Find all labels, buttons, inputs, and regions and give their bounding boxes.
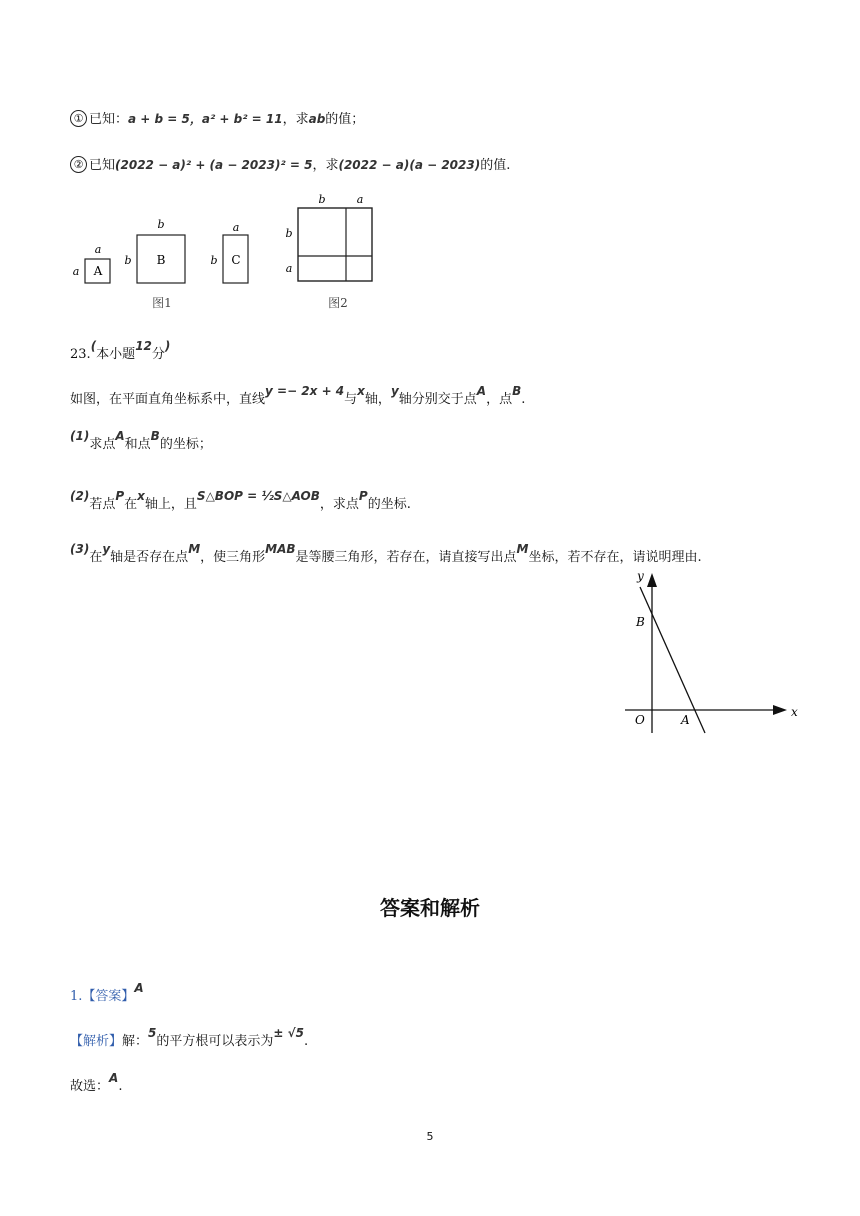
svg-text:b: b xyxy=(210,254,218,267)
analysis-tag: 【解析】 xyxy=(70,1034,123,1049)
svg-text:b: b xyxy=(285,227,293,240)
page-number: 5 xyxy=(426,1130,434,1143)
x-axis-label: x xyxy=(791,705,798,719)
svg-text:b: b xyxy=(157,218,165,231)
y-axis-label: y xyxy=(637,569,644,583)
answer-1: 1.【答案】A xyxy=(70,981,144,1004)
y-axis-arrow xyxy=(647,573,657,587)
figure-1 xyxy=(73,218,248,310)
line-equation: y =− 2x + 4 xyxy=(265,384,345,398)
figure-2-caption: 图2 xyxy=(328,296,348,310)
svg-text:a: a xyxy=(94,243,102,256)
coordinate-graph xyxy=(615,565,805,740)
square-B-label: B xyxy=(156,253,166,267)
part-2: (2)若点P在x轴上，且S△BOP = ½S△AOB，求点P的坐标. xyxy=(70,489,411,512)
part-3: (3)在y轴是否存在点M，使三角形MAB是等腰三角形，若存在，请直接写出点M坐标，若不存在，请说明理由. xyxy=(70,542,702,565)
line-graph xyxy=(640,587,705,733)
svg-text:a: a xyxy=(72,265,80,278)
sqrt-expression: ± √5 xyxy=(273,1026,304,1040)
figure-1-caption: 图1 xyxy=(152,296,172,310)
figure-2 xyxy=(285,193,372,310)
part-number: (2) xyxy=(70,489,90,503)
question-23-header: 23.(本小题12分) xyxy=(70,339,171,362)
question-1: ① 已知：a + b = 5，a² + b² = 11，求ab的值； xyxy=(70,108,364,127)
part-number: (3) xyxy=(70,542,90,556)
question-23-intro: 如图，在平面直角坐标系中，直线y =− 2x + 4与x轴，y轴分别交于点A，点B. xyxy=(70,384,526,407)
expression: (2022 − a)(a − 2023) xyxy=(338,158,481,172)
part-1: (1)求点A和点B的坐标； xyxy=(70,429,212,452)
svg-text:b: b xyxy=(318,193,326,206)
part-number: (1) xyxy=(70,429,90,443)
point-A-label: A xyxy=(681,713,690,727)
analysis: 【解析】解：5的平方根可以表示为± √5. xyxy=(70,1026,309,1049)
question-2: ② 已知(2022 − a)² + (a − 2023)² = 5，求(2022 − a)(a − 2023)的值. xyxy=(70,154,510,173)
svg-text:b: b xyxy=(124,254,132,267)
answers-heading: 答案和解析 xyxy=(380,896,480,920)
rect-C-label: C xyxy=(231,253,241,267)
question-number: 23. xyxy=(70,347,91,362)
circled-number: ① xyxy=(70,110,87,127)
answer-tag: 【答案】 xyxy=(82,989,135,1004)
origin-label: O xyxy=(635,713,645,727)
choice: 故选：A. xyxy=(70,1071,123,1094)
answer-value: A xyxy=(134,981,144,995)
point-B-label: B xyxy=(636,615,645,629)
area-equation: S△BOP = ½S△AOB xyxy=(196,489,320,503)
equation: (2022 − a)² + (a − 2023)² = 5 xyxy=(115,158,313,172)
figures xyxy=(60,185,390,320)
svg-text:a: a xyxy=(232,221,240,234)
svg-text:a: a xyxy=(356,193,364,206)
equation: a + b = 5，a² + b² = 11 xyxy=(128,112,283,126)
circled-number: ② xyxy=(70,156,87,173)
square-A-label: A xyxy=(93,264,103,278)
score: 12 xyxy=(135,339,152,353)
x-axis-arrow xyxy=(773,705,787,715)
svg-text:a: a xyxy=(285,262,293,275)
